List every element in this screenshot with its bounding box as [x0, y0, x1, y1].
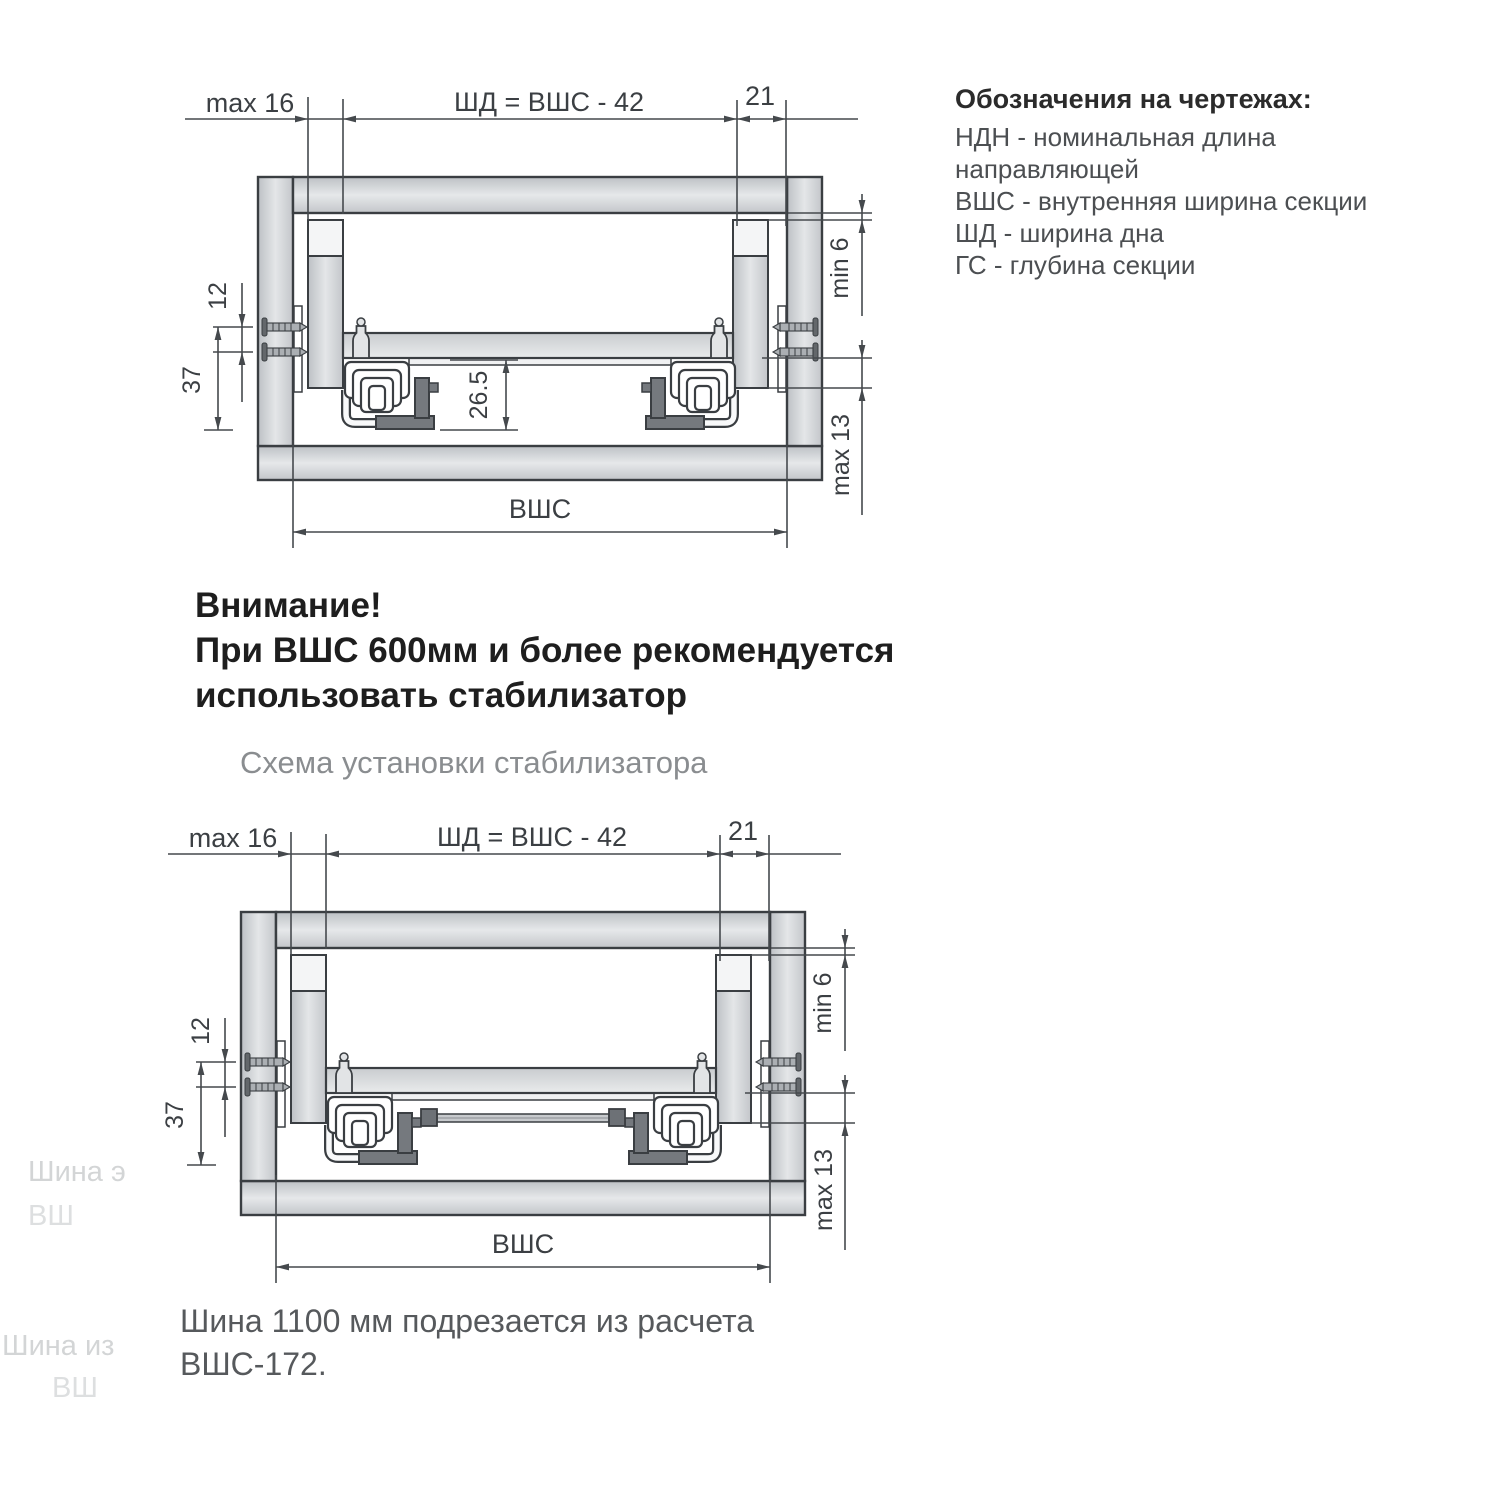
legend: [955, 84, 1435, 281]
ghost-text: ВШ: [28, 1200, 74, 1232]
ghost-text: Шина из: [2, 1330, 115, 1362]
warning-line: использовать стабилизатор: [195, 676, 687, 715]
ghost-text: Шина э: [28, 1156, 126, 1188]
dim-26-5: [440, 360, 518, 430]
legend-line: ГС - глубина секции: [955, 250, 1196, 280]
stabilizer-left-coupling: [421, 1109, 437, 1126]
legend-line: НДН - номинальная длина: [955, 122, 1276, 152]
legend-title: Обозначения на чертежах:: [955, 84, 1312, 114]
legend-line: направляющей: [955, 154, 1139, 184]
scheme-title: Схема установки стабилизатора: [240, 745, 708, 780]
dim-label-26-5: 26.5: [465, 370, 493, 420]
drawing-top-section: [160, 55, 880, 555]
drawing-stabilizer-section: [143, 790, 863, 1290]
stabilizer-rod: [421, 1109, 625, 1126]
warning-line: Внимание!: [195, 586, 382, 625]
warning-line: При ВШС 600мм и более рекомендуется: [195, 631, 895, 670]
ghost-text: ВШ: [52, 1372, 98, 1404]
stabilizer-right-coupling: [609, 1109, 625, 1126]
warning-note: [195, 583, 895, 718]
legend-line: ВШС - внутренняя ширина секции: [955, 186, 1368, 216]
cutting-note: [180, 1300, 754, 1386]
legend-line: ШД - ширина дна: [955, 218, 1164, 248]
cutting-note-line: Шина 1100 мм подрезается из расчета: [180, 1303, 755, 1339]
cutting-note-line: ВШС-172.: [180, 1346, 327, 1382]
